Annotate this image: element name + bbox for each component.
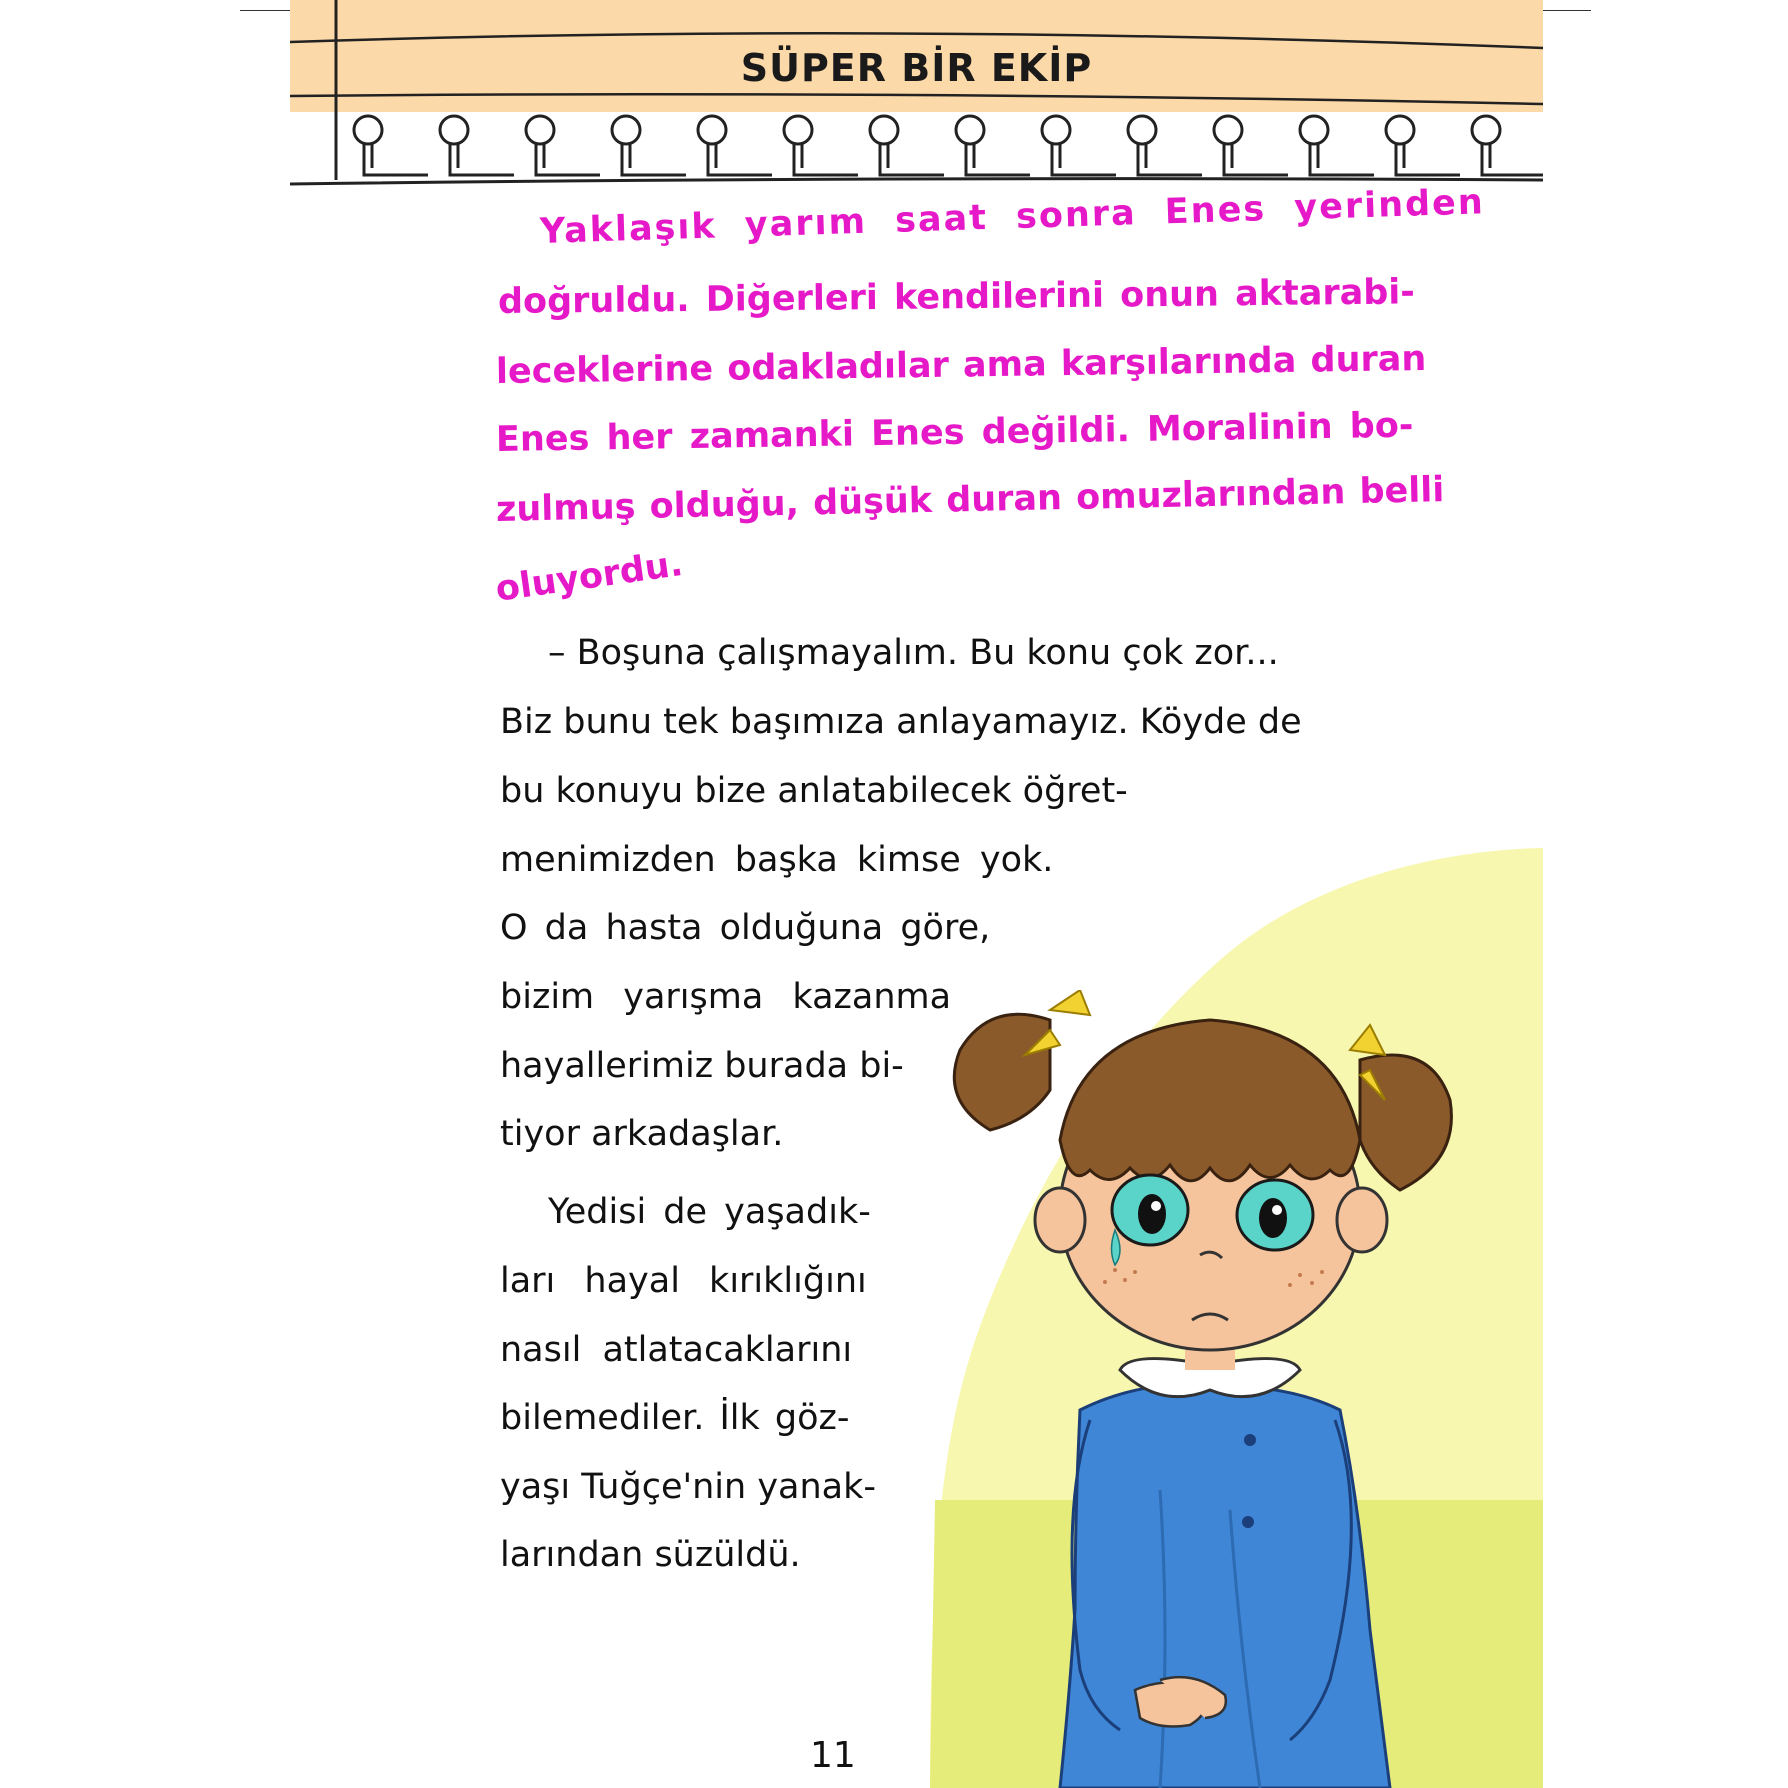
binder-ring — [698, 116, 772, 175]
text-line: menimizden başka kimse yok. — [500, 840, 1054, 880]
text-line: bu konuyu bize anlatabilecek öğret- — [500, 771, 1128, 811]
text-line: yaşı Tuğçe'nin yanak- — [500, 1467, 877, 1507]
binder-ring — [1472, 116, 1543, 175]
binder-ring — [784, 116, 858, 175]
pink-text-line: Yaklaşık yarım saat sonra Enes yerinden — [539, 182, 1486, 252]
text-line: O da hasta olduğuna göre, — [500, 908, 991, 948]
text-line: Yedisi de yaşadık- — [548, 1192, 871, 1232]
binder-ring — [526, 116, 600, 175]
crying-girl-illustration — [930, 990, 1490, 1788]
binder-ring — [440, 116, 514, 175]
notebook-header — [290, 0, 1543, 190]
binder-ring — [870, 116, 944, 175]
text-line: ları hayal kırıklığını — [500, 1261, 867, 1301]
text-line: bizim yarışma kazanma — [500, 977, 952, 1017]
binder-ring — [612, 116, 686, 175]
pink-text-line: leceklerine odakladılar ama karşılarında duran — [495, 339, 1427, 392]
binder-ring — [1128, 116, 1202, 175]
book-page — [290, 0, 1543, 1788]
text-line: hayallerimiz burada bi- — [500, 1046, 904, 1086]
binder-ring — [1300, 116, 1374, 175]
text-line: tiyor arkadaşlar. — [500, 1114, 784, 1154]
crop-mark-left — [240, 10, 290, 11]
text-line: – Boşuna çalışmayalım. Bu konu çok zor... — [548, 633, 1279, 673]
pink-text-line: zulmuş olduğu, düşük duran omuzlarından belli — [495, 470, 1445, 530]
binder-ring — [956, 116, 1030, 175]
text-line: nasıl atlatacaklarını — [500, 1330, 853, 1370]
page-number: 11 — [810, 1735, 856, 1776]
pink-text-line: doğruldu. Diğerleri kendilerini onun aktarabi- — [497, 272, 1416, 322]
binder-ring — [354, 116, 428, 175]
text-line: bilemediler. İlk göz- — [500, 1398, 850, 1438]
pink-text-line: oluyordu. — [493, 543, 686, 610]
text-line: Biz bunu tek başımıza anlayamayız. Köyde de — [500, 702, 1302, 742]
chapter-title: SÜPER BİR EKİP — [740, 46, 1093, 90]
binder-ring — [1386, 116, 1460, 175]
crop-mark-right — [1543, 10, 1591, 11]
binder-ring — [1042, 116, 1116, 175]
text-line: larından süzüldü. — [500, 1535, 801, 1575]
pink-text-line: Enes her zamanki Enes değildi. Moralinin bo- — [495, 405, 1414, 460]
binder-ring — [1214, 116, 1288, 175]
